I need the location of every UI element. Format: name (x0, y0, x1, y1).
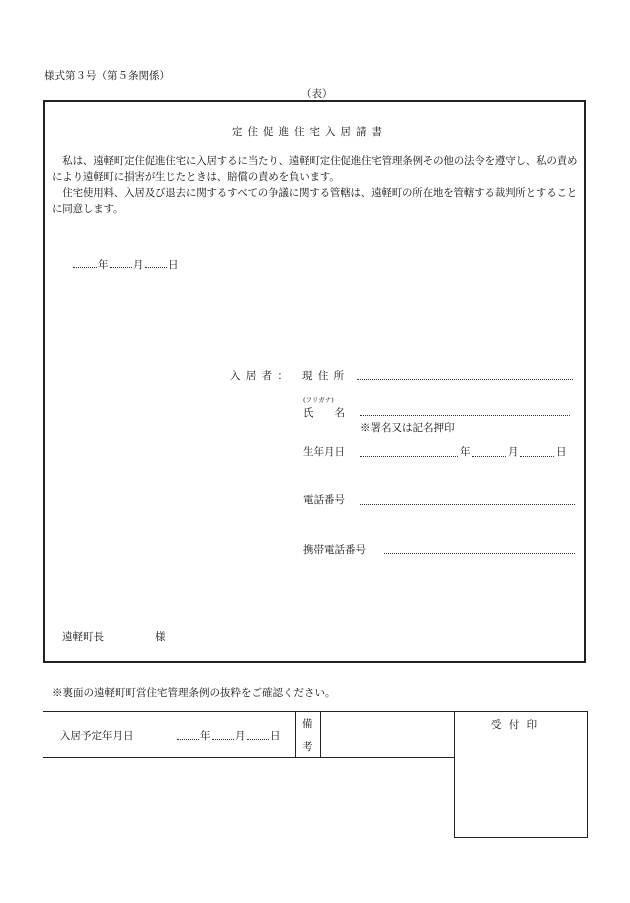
applicant-label: 入 居 者 ： (230, 370, 290, 382)
side-label: （表） (301, 88, 333, 100)
birth-day: 日 (556, 446, 567, 458)
move-in-label: 入居予定年月日 (60, 730, 134, 742)
move-in-day: 日 (270, 730, 281, 742)
date-month: 月 (133, 259, 144, 271)
name-label: 氏 名 (303, 407, 345, 419)
form-id: 様式第３号（第５条関係） (44, 70, 170, 82)
phone-input[interactable] (360, 504, 575, 505)
date-day: 日 (168, 259, 179, 271)
stamp-label: 受 付 印 (491, 719, 540, 731)
seal-note: ※署名又は記名押印 (360, 422, 455, 434)
paragraph-1: 私は、遠軽町定住促進住宅に入居するに当たり、遠軽町定住促進住宅管理条例その他の法令を遵守し、私の責めにより遠軽町に損害が生じたときは、賠償の責めを負います。 (52, 155, 578, 183)
birth-label: 生年月日 (303, 446, 345, 458)
move-in-year: 年 (200, 730, 211, 742)
remarks-input[interactable] (322, 713, 452, 755)
birth-month: 月 (508, 446, 519, 458)
addressee-name: 遠軽町長 (62, 631, 104, 643)
paragraph-2: 住宅使用料、入居及び退去に関するすべての争議に関する管轄は、遠軽町の所在地を管轄する裁判所とすることに同意します。 (52, 187, 578, 215)
name-input[interactable] (360, 415, 570, 416)
address-input[interactable] (357, 379, 573, 380)
mobile-input[interactable] (384, 553, 575, 554)
form-title: 定住促進住宅入居請書 (232, 126, 387, 138)
furigana-label: (フリガナ) (303, 396, 334, 404)
mobile-label: 携帯電話番号 (303, 544, 366, 556)
birth-year: 年 (460, 446, 471, 458)
date-year: 年 (98, 259, 109, 271)
move-in-month: 月 (235, 730, 246, 742)
remarks-label-1: 備 (302, 718, 313, 730)
notice-text: ※裏面の遠軽町町営住宅管理条例の抜粋をご確認ください。 (52, 687, 336, 699)
remarks-label-2: 考 (302, 741, 313, 753)
phone-label: 電話番号 (303, 494, 345, 506)
address-label: 現 住 所 (302, 370, 346, 382)
addressee-honorific: 様 (155, 631, 166, 643)
